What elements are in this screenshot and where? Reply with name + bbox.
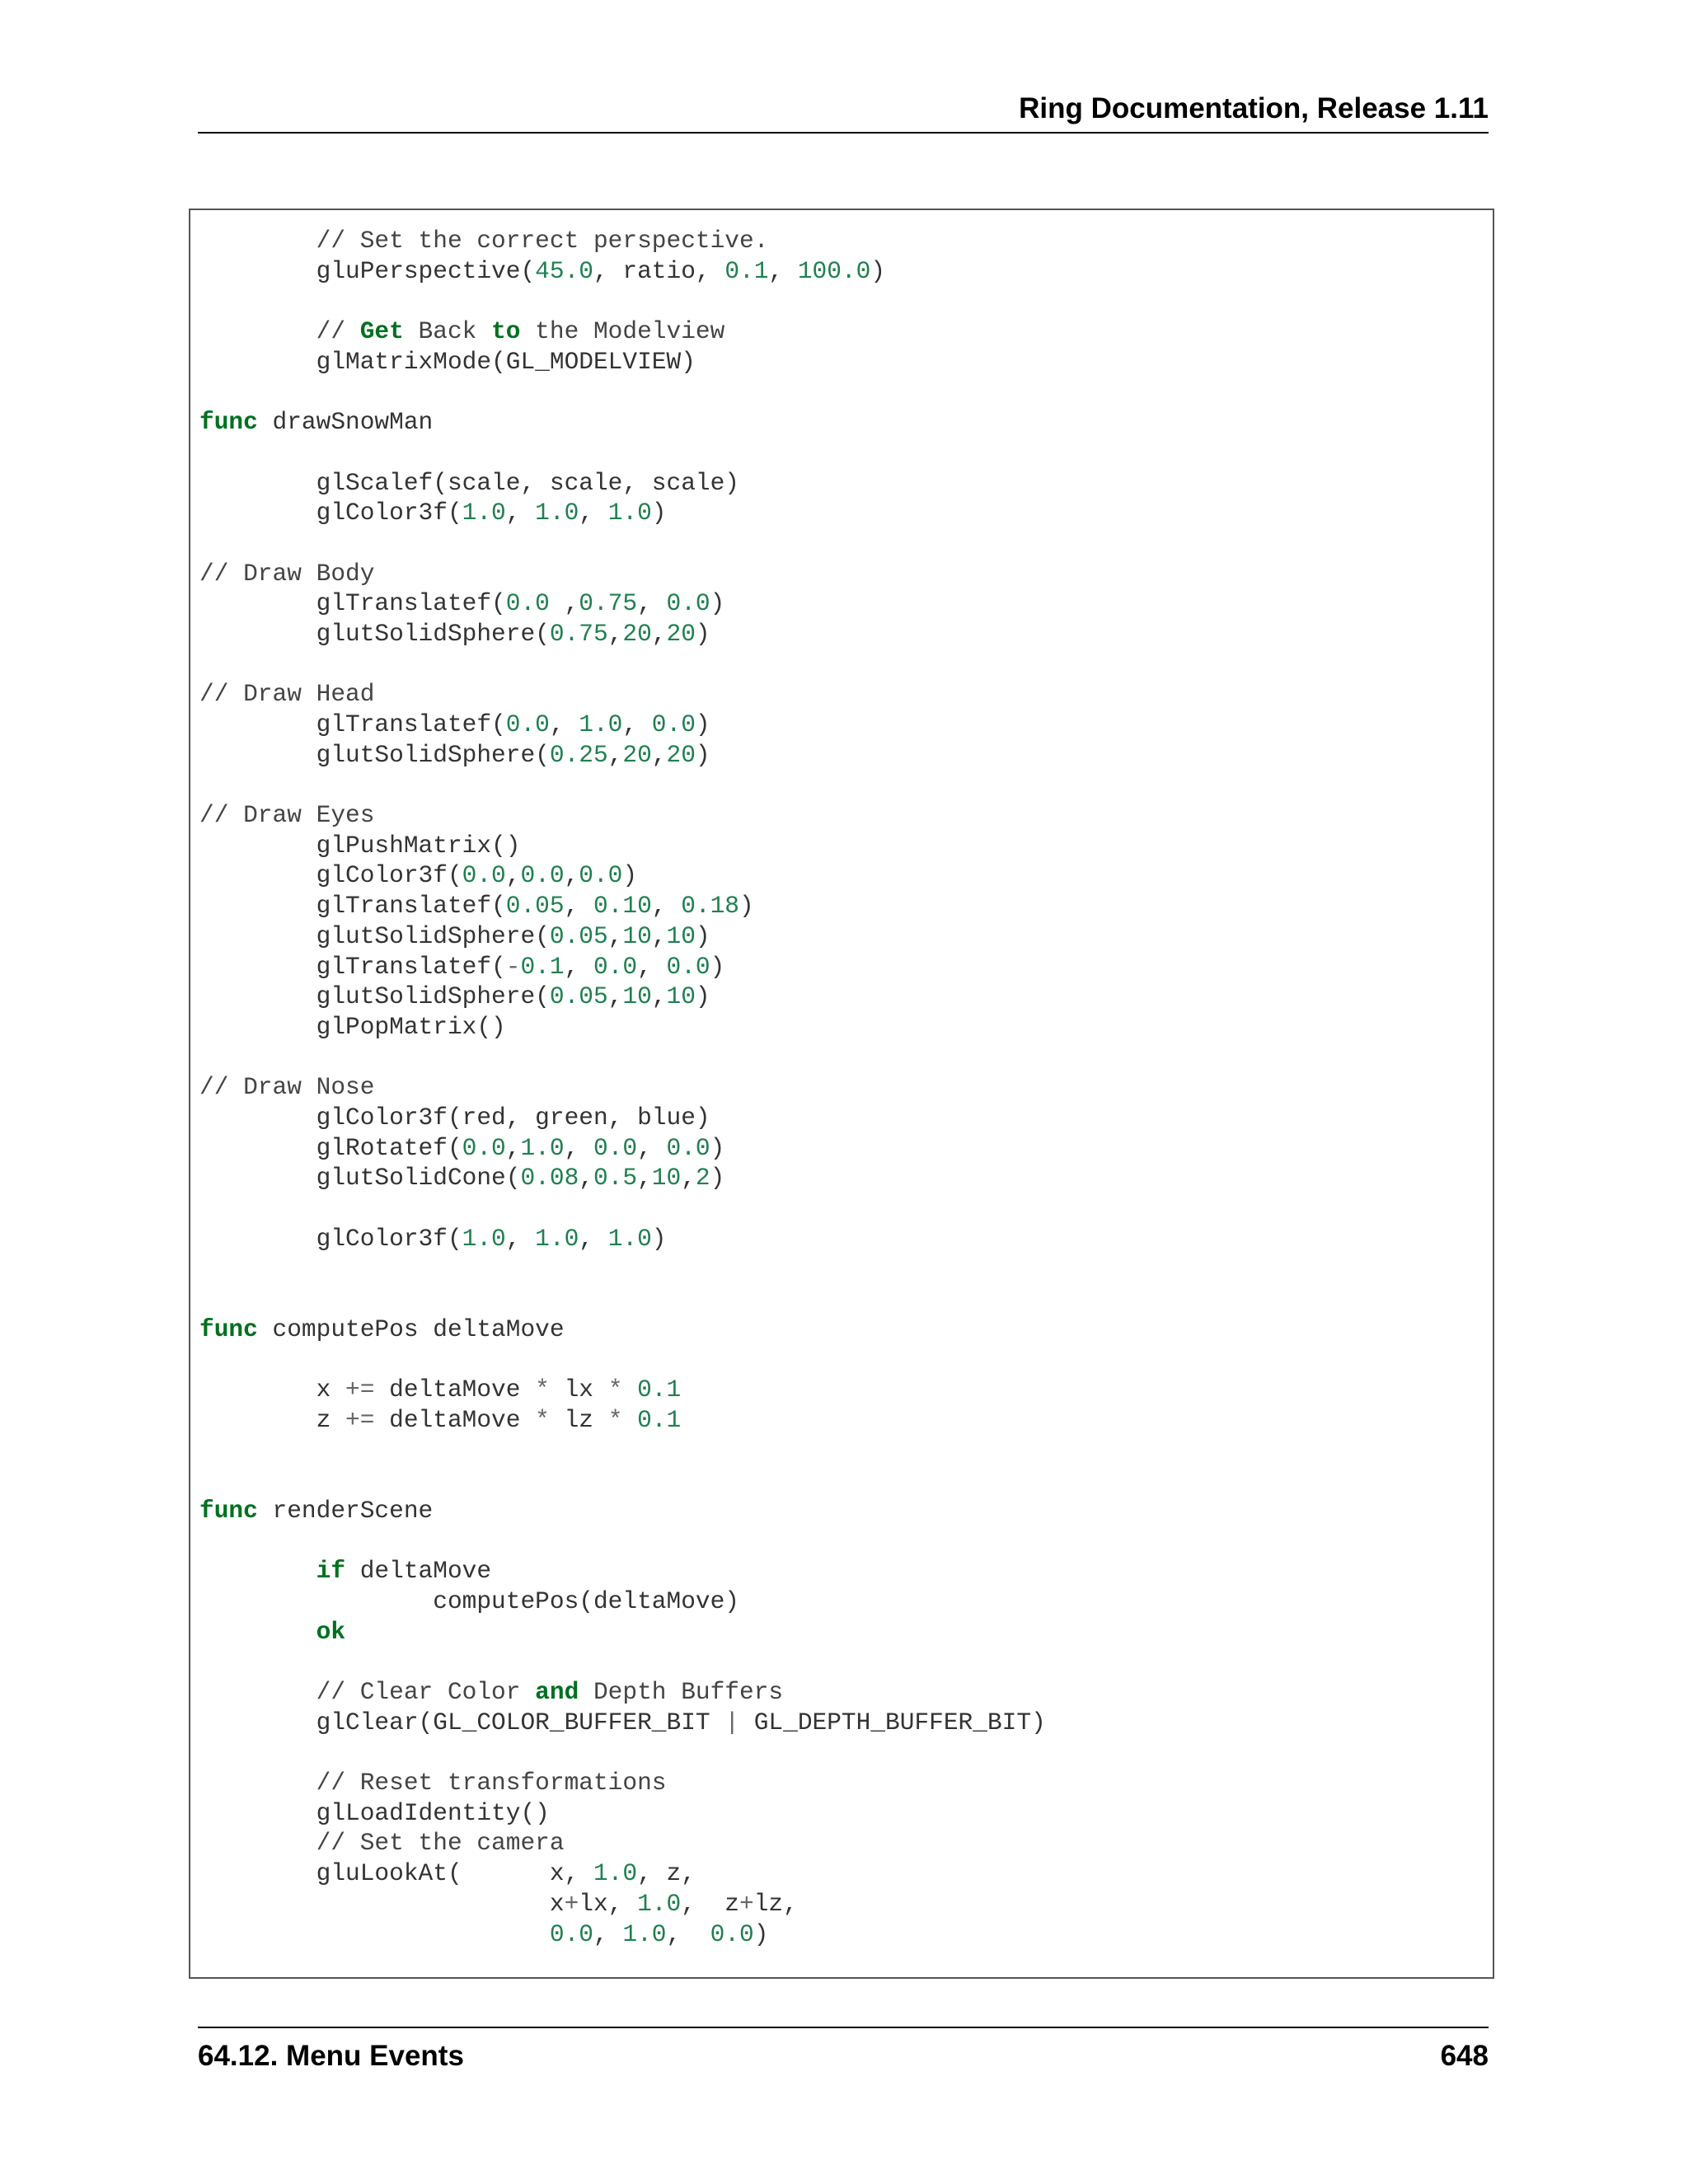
code-token: ) bbox=[695, 710, 710, 738]
code-line bbox=[199, 256, 1046, 287]
code-line bbox=[199, 800, 1046, 831]
code-token: deltaMove bbox=[374, 1376, 536, 1404]
section-title: 64.12. Menu Events bbox=[198, 2040, 464, 2072]
code-token: // Draw Eyes bbox=[199, 801, 375, 830]
code-line bbox=[199, 1465, 1046, 1496]
code-line bbox=[199, 1677, 1046, 1708]
code-token: | bbox=[724, 1708, 740, 1736]
code-token: , bbox=[607, 921, 623, 950]
code-token: to bbox=[491, 317, 521, 346]
code-token: 0.0 bbox=[593, 952, 638, 981]
code-token: 0.1 bbox=[637, 1376, 682, 1404]
code-token: glLoadIdentity() bbox=[199, 1798, 550, 1827]
code-line bbox=[199, 1254, 1046, 1284]
code-token: , bbox=[505, 1133, 521, 1162]
code-token: 10 bbox=[666, 982, 696, 1011]
code-line bbox=[199, 1193, 1046, 1224]
code-line bbox=[199, 1647, 1046, 1677]
code-token: ) bbox=[695, 740, 710, 769]
code-line bbox=[199, 407, 1046, 438]
code-token: 0.0 bbox=[710, 1919, 754, 1948]
code-token: 1.0 bbox=[579, 710, 623, 738]
code-line bbox=[199, 528, 1046, 559]
code-token: , bbox=[564, 861, 579, 890]
code-token: 0.0 bbox=[593, 1133, 638, 1162]
code-token: += bbox=[345, 1405, 375, 1434]
code-token: glPushMatrix() bbox=[199, 831, 521, 860]
code-token: 10 bbox=[651, 1164, 682, 1193]
code-line bbox=[199, 588, 1046, 619]
code-token: 0.0 bbox=[666, 1133, 710, 1162]
code-line bbox=[199, 679, 1046, 710]
code-token: , bbox=[564, 892, 593, 921]
code-token: glutSolidSphere( bbox=[199, 619, 550, 648]
code-line bbox=[199, 770, 1046, 800]
code-token: glTranslatef( bbox=[199, 710, 506, 738]
code-token: lz, bbox=[753, 1889, 798, 1918]
code-token: , bbox=[651, 740, 667, 769]
code-token: 0.05 bbox=[549, 921, 608, 950]
code-token bbox=[199, 1920, 550, 1948]
code-token: ) bbox=[739, 892, 754, 921]
code-token: 0.0 bbox=[505, 589, 550, 618]
code-token: gluPerspective( bbox=[199, 256, 536, 285]
code-line bbox=[199, 286, 1046, 316]
code-token: , ratio, bbox=[593, 256, 725, 285]
code-token: 0.75 bbox=[579, 589, 638, 618]
code-line bbox=[199, 1556, 1046, 1586]
code-block bbox=[189, 209, 1494, 1979]
code-line bbox=[199, 226, 1046, 256]
code-token: , bbox=[651, 892, 682, 921]
code-line bbox=[199, 1344, 1046, 1375]
code-line bbox=[199, 740, 1046, 771]
code-line bbox=[199, 921, 1046, 952]
code-token: , bbox=[681, 1164, 696, 1193]
code-token: , bbox=[637, 589, 667, 618]
code-token: glPopMatrix() bbox=[199, 1012, 506, 1041]
code-token: 0.0 bbox=[579, 861, 623, 890]
code-token: 0.10 bbox=[593, 892, 652, 921]
code-token: x bbox=[199, 1889, 565, 1918]
code-token: 1.0 bbox=[520, 1133, 565, 1162]
code-token: 0.5 bbox=[593, 1164, 638, 1193]
code-token: gluLookAt( x, bbox=[199, 1859, 593, 1888]
code-token: , bbox=[607, 740, 623, 769]
code-line bbox=[199, 619, 1046, 649]
code-token: , bbox=[549, 710, 579, 738]
code-token: // Draw Body bbox=[199, 559, 375, 588]
code-token: , bbox=[607, 619, 623, 648]
code-token: 1.0 bbox=[607, 1224, 652, 1253]
code-token: glRotatef( bbox=[199, 1133, 462, 1162]
code-token: glMatrixMode(GL_MODELVIEW) bbox=[199, 347, 696, 376]
code-token: 1.0 bbox=[462, 499, 506, 527]
code-line bbox=[199, 1133, 1046, 1164]
code-token: * bbox=[535, 1405, 550, 1434]
code-token: z bbox=[199, 1405, 346, 1434]
code-token bbox=[622, 1376, 637, 1404]
code-token: ) bbox=[710, 589, 725, 618]
code-token: computePos deltaMove bbox=[257, 1315, 565, 1343]
code-line bbox=[199, 559, 1046, 589]
code-token: 0.0 bbox=[666, 589, 710, 618]
code-line bbox=[199, 891, 1046, 921]
code-token bbox=[199, 1557, 316, 1585]
code-token: // Set the correct perspective. bbox=[199, 227, 769, 255]
code-token: , bbox=[666, 1919, 710, 1948]
code-token: , bbox=[579, 1164, 593, 1193]
code-line bbox=[199, 1072, 1046, 1103]
code-token: if bbox=[316, 1557, 346, 1586]
code-token: ) bbox=[651, 1224, 667, 1253]
code-token: 0.08 bbox=[520, 1164, 579, 1193]
code-token: 0.0 bbox=[549, 1919, 593, 1948]
code-token: , bbox=[607, 982, 623, 1011]
code-token: glClear(GL_COLOR_BUFFER_BIT bbox=[199, 1708, 725, 1736]
code-token: GL_DEPTH_BUFFER_BIT) bbox=[739, 1708, 1046, 1736]
code-token: glScalef(scale, scale, scale) bbox=[199, 468, 740, 497]
code-token: ) bbox=[870, 256, 886, 285]
code-token: 1.0 bbox=[462, 1224, 506, 1253]
code-token: // Set the camera bbox=[199, 1829, 565, 1858]
code-line bbox=[199, 1012, 1046, 1043]
code-token: 0.0 bbox=[520, 861, 565, 890]
code-line bbox=[199, 860, 1046, 891]
code-line bbox=[199, 1315, 1046, 1345]
code-token: glTranslatef( bbox=[199, 589, 506, 618]
code-token: and bbox=[535, 1678, 579, 1706]
code-token: , bbox=[564, 1133, 593, 1162]
code-token: ) bbox=[753, 1919, 769, 1948]
code-token: 1.0 bbox=[535, 1224, 579, 1253]
code-line bbox=[199, 438, 1046, 468]
code-token: 2 bbox=[695, 1164, 710, 1193]
code-line bbox=[199, 982, 1046, 1012]
code-token: , bbox=[651, 982, 667, 1011]
code-token: 1.0 bbox=[535, 499, 579, 527]
code-token: x bbox=[199, 1376, 346, 1404]
code-line bbox=[199, 831, 1046, 861]
code-token: 0.0 bbox=[505, 710, 550, 738]
document-title: Ring Documentation, Release 1.11 bbox=[1019, 92, 1489, 124]
code-line bbox=[199, 1163, 1046, 1193]
code-token: , bbox=[505, 499, 536, 527]
code-token: , bbox=[549, 589, 579, 618]
code-token: 0.1 bbox=[724, 256, 769, 285]
code-token: * bbox=[607, 1376, 623, 1404]
code-token: ) bbox=[710, 952, 725, 981]
code-line bbox=[199, 1586, 1046, 1617]
code-token: ) bbox=[695, 982, 710, 1011]
code-token: 100.0 bbox=[797, 256, 871, 285]
code-token: glColor3f( bbox=[199, 499, 462, 527]
code-token: , bbox=[505, 861, 521, 890]
code-token: Get bbox=[359, 317, 404, 346]
code-token: ) bbox=[710, 1164, 725, 1193]
code-line bbox=[199, 1526, 1046, 1557]
code-token: Back bbox=[403, 317, 492, 346]
code-token: 20 bbox=[622, 740, 652, 769]
code-token: drawSnowMan bbox=[257, 408, 434, 437]
code-token: 0.18 bbox=[681, 892, 740, 921]
code-token: 0.05 bbox=[549, 982, 608, 1011]
code-line bbox=[199, 1405, 1046, 1436]
page-number: 648 bbox=[1440, 2040, 1489, 2072]
code-token: glTranslatef( bbox=[199, 952, 506, 981]
code-token: , bbox=[593, 1919, 623, 1948]
code-token: + bbox=[564, 1889, 579, 1918]
code-token: glColor3f( bbox=[199, 1224, 462, 1253]
code-token: 1.0 bbox=[622, 1919, 667, 1948]
code-token: glutSolidCone( bbox=[199, 1164, 521, 1193]
code-token: func bbox=[199, 1496, 258, 1525]
code-token: 10 bbox=[622, 982, 652, 1011]
code-token: 1.0 bbox=[593, 1859, 638, 1888]
code-token: 0.0 bbox=[462, 1133, 506, 1162]
code-token bbox=[622, 1406, 637, 1434]
code-token: 20 bbox=[622, 619, 652, 648]
code-token: , bbox=[637, 1164, 652, 1193]
code-token: , bbox=[505, 1224, 536, 1253]
code-line bbox=[199, 316, 1046, 347]
code-token: ) bbox=[710, 1133, 725, 1162]
code-token: , bbox=[622, 710, 652, 738]
code-line bbox=[199, 1768, 1046, 1798]
code-token: Depth Buffers bbox=[579, 1678, 784, 1706]
code-token: , bbox=[651, 619, 667, 648]
code-token: deltaMove bbox=[345, 1557, 492, 1586]
code-token: , bbox=[637, 952, 667, 981]
code-token: 0.75 bbox=[549, 619, 608, 648]
code-line bbox=[199, 1103, 1046, 1133]
code-token: lz bbox=[549, 1405, 608, 1434]
code-token: 0.1 bbox=[520, 952, 565, 981]
code-line bbox=[199, 498, 1046, 528]
code-token: // Reset transformations bbox=[199, 1769, 667, 1797]
code-token: // Draw Nose bbox=[199, 1073, 375, 1102]
code-line bbox=[199, 377, 1046, 407]
code-token: ) bbox=[695, 921, 710, 950]
code-token: , z bbox=[681, 1889, 740, 1918]
code-token: 0.05 bbox=[505, 892, 565, 921]
code-token: computePos(deltaMove) bbox=[199, 1586, 740, 1615]
code-token: // Draw Head bbox=[199, 680, 375, 709]
code-line bbox=[199, 1858, 1046, 1889]
code-listing bbox=[199, 226, 1046, 1949]
code-token: 1.0 bbox=[607, 499, 652, 527]
code-token: * bbox=[535, 1376, 550, 1404]
code-token: // Clear Color bbox=[199, 1678, 536, 1706]
code-token: func bbox=[199, 1315, 258, 1343]
code-line bbox=[199, 1617, 1046, 1647]
code-line bbox=[199, 1889, 1046, 1919]
code-token: glutSolidSphere( bbox=[199, 982, 550, 1011]
code-token: 20 bbox=[666, 740, 696, 769]
code-line bbox=[199, 952, 1046, 982]
code-token: 1.0 bbox=[637, 1889, 682, 1918]
code-line bbox=[199, 649, 1046, 680]
code-token: glutSolidSphere( bbox=[199, 921, 550, 950]
code-token: renderScene bbox=[257, 1496, 434, 1525]
code-token: 0.25 bbox=[549, 740, 608, 769]
code-line bbox=[199, 1224, 1046, 1254]
code-token: 20 bbox=[666, 619, 696, 648]
code-token: , bbox=[564, 952, 593, 981]
code-token: 10 bbox=[666, 921, 696, 950]
code-token: , bbox=[768, 256, 798, 285]
code-line bbox=[199, 1828, 1046, 1858]
code-token: glColor3f(red, green, blue) bbox=[199, 1103, 710, 1132]
code-token: lx bbox=[549, 1376, 608, 1404]
code-token: + bbox=[739, 1889, 754, 1918]
code-token: 0.0 bbox=[666, 952, 710, 981]
code-line bbox=[199, 1737, 1046, 1768]
code-token: ) bbox=[651, 499, 667, 527]
code-token: , z, bbox=[637, 1859, 696, 1888]
code-token: += bbox=[345, 1376, 375, 1404]
code-token: ) bbox=[695, 619, 710, 648]
code-line bbox=[199, 1284, 1046, 1315]
code-token: 0.0 bbox=[651, 710, 696, 738]
code-line bbox=[199, 347, 1046, 377]
code-token: glColor3f( bbox=[199, 861, 462, 890]
code-token: , bbox=[651, 921, 667, 950]
code-line bbox=[199, 710, 1046, 740]
code-token: 45.0 bbox=[535, 256, 593, 285]
code-line bbox=[199, 1043, 1046, 1073]
code-token: glutSolidSphere( bbox=[199, 740, 550, 769]
code-token: 10 bbox=[622, 921, 652, 950]
page-footer bbox=[198, 2027, 1489, 2078]
code-token: ok bbox=[316, 1617, 346, 1646]
code-token: * bbox=[607, 1405, 623, 1434]
code-line bbox=[199, 1708, 1046, 1738]
code-token: func bbox=[199, 408, 258, 437]
code-token: - bbox=[505, 952, 521, 981]
code-line bbox=[199, 1436, 1046, 1466]
code-token: ) bbox=[622, 861, 638, 890]
code-line bbox=[199, 1496, 1046, 1526]
code-line bbox=[199, 1798, 1046, 1829]
code-token: , bbox=[579, 499, 608, 527]
code-token: deltaMove bbox=[374, 1405, 536, 1434]
code-token: // bbox=[199, 317, 360, 346]
code-token: , bbox=[637, 1133, 667, 1162]
code-token: lx, bbox=[579, 1889, 638, 1918]
code-token: glTranslatef( bbox=[199, 892, 506, 921]
code-line bbox=[199, 468, 1046, 499]
code-token: the Modelview bbox=[520, 317, 725, 346]
page-header bbox=[198, 91, 1489, 134]
code-token bbox=[199, 1618, 316, 1646]
code-line bbox=[199, 1919, 1046, 1950]
code-token: 0.1 bbox=[637, 1405, 682, 1434]
code-token: 0.0 bbox=[462, 861, 506, 890]
code-line bbox=[199, 1375, 1046, 1405]
code-token: , bbox=[579, 1224, 608, 1253]
